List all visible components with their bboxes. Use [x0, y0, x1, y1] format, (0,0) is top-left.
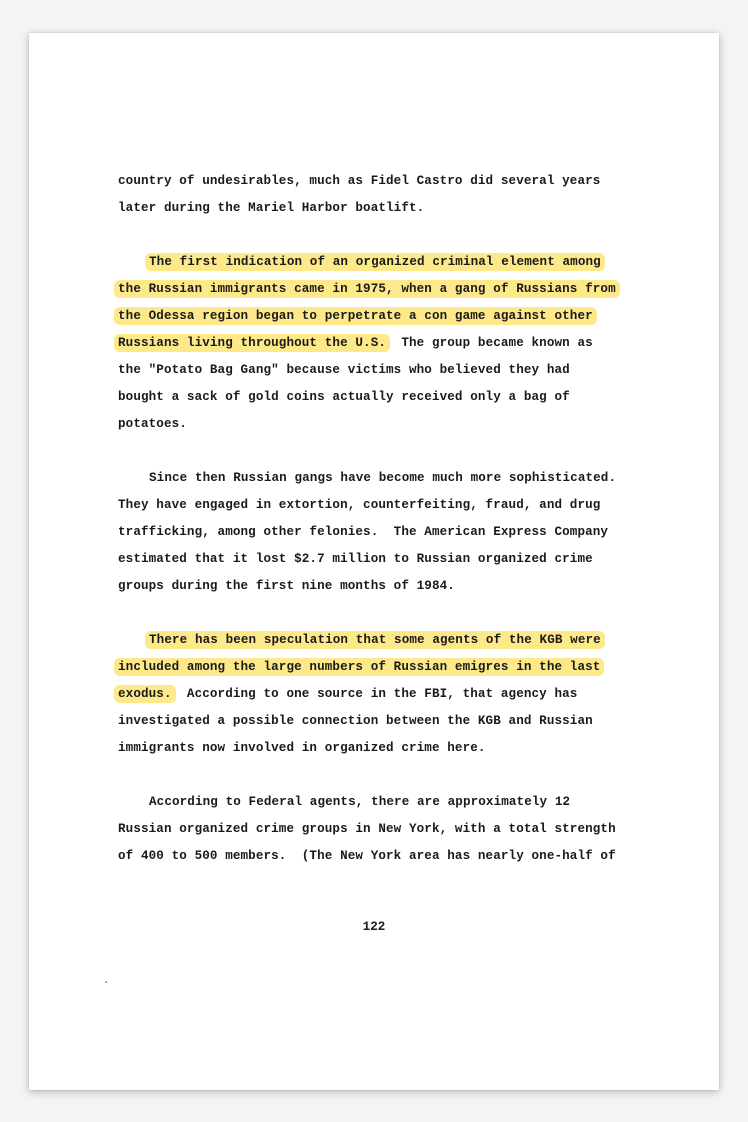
highlighted-text: Russians living throughout the U.S. — [114, 334, 390, 352]
text-line: bought a sack of gold coins actually received only a bag of — [118, 390, 570, 404]
text-line: immigrants now involved in organized crime here. — [118, 741, 486, 755]
paragraph-4 — [118, 627, 678, 762]
paragraph-3 — [118, 465, 678, 600]
document-page — [29, 33, 719, 1090]
text-line — [118, 303, 678, 330]
text-line: of 400 to 500 members. (The New York area has nearly one-half of — [118, 849, 616, 863]
text-line: Since then Russian gangs have become much more sophisticated. — [149, 471, 617, 485]
text-line: the "Potato Bag Gang" because victims who believed they had — [118, 363, 570, 377]
paragraph-1 — [118, 168, 678, 222]
text-line: investigated a possible connection between the KGB and Russian — [118, 714, 593, 728]
text-line: groups during the first nine months of 1984. — [118, 579, 455, 593]
text-line: According to Federal agents, there are approximately 12 — [149, 795, 571, 809]
plain-text: According to one source in the FBI, that agency has — [171, 687, 578, 701]
highlighted-text: the Russian immigrants came in 1975, when a gang of Russians from — [114, 280, 620, 298]
text-line — [118, 681, 678, 708]
highlighted-text: included among the large numbers of Russian emigres in the last — [114, 658, 604, 676]
text-line: They have engaged in extortion, counterfeiting, fraud, and drug — [118, 498, 601, 512]
highlighted-text: the Odessa region began to perpetrate a con game against other — [114, 307, 597, 325]
text-line: Russian organized crime groups in New York, with a total strength — [118, 822, 616, 836]
text-line: trafficking, among other felonies. The American Express Company — [118, 525, 609, 539]
text-line: estimated that it lost $2.7 million to Russian organized crime — [118, 552, 593, 566]
text-line — [118, 627, 678, 654]
highlighted-text: There has been speculation that some agents of the KGB were — [145, 631, 605, 649]
scan-speck — [105, 981, 107, 983]
plain-text: The group became known as — [386, 336, 593, 350]
text-line: potatoes. — [118, 417, 187, 431]
text-line — [118, 249, 678, 276]
text-line: country of undesirables, much as Fidel Castro did several years — [118, 174, 601, 188]
highlighted-text: exodus. — [114, 685, 176, 703]
paragraph-5 — [118, 789, 678, 870]
text-line: later during the Mariel Harbor boatlift. — [118, 201, 425, 215]
text-line — [118, 330, 678, 357]
text-line — [118, 654, 678, 681]
text-line — [118, 276, 678, 303]
highlighted-text: The first indication of an organized criminal element among — [145, 253, 605, 271]
body-text — [118, 168, 678, 897]
paragraph-2 — [118, 249, 678, 438]
page-number: 122 — [362, 920, 386, 934]
